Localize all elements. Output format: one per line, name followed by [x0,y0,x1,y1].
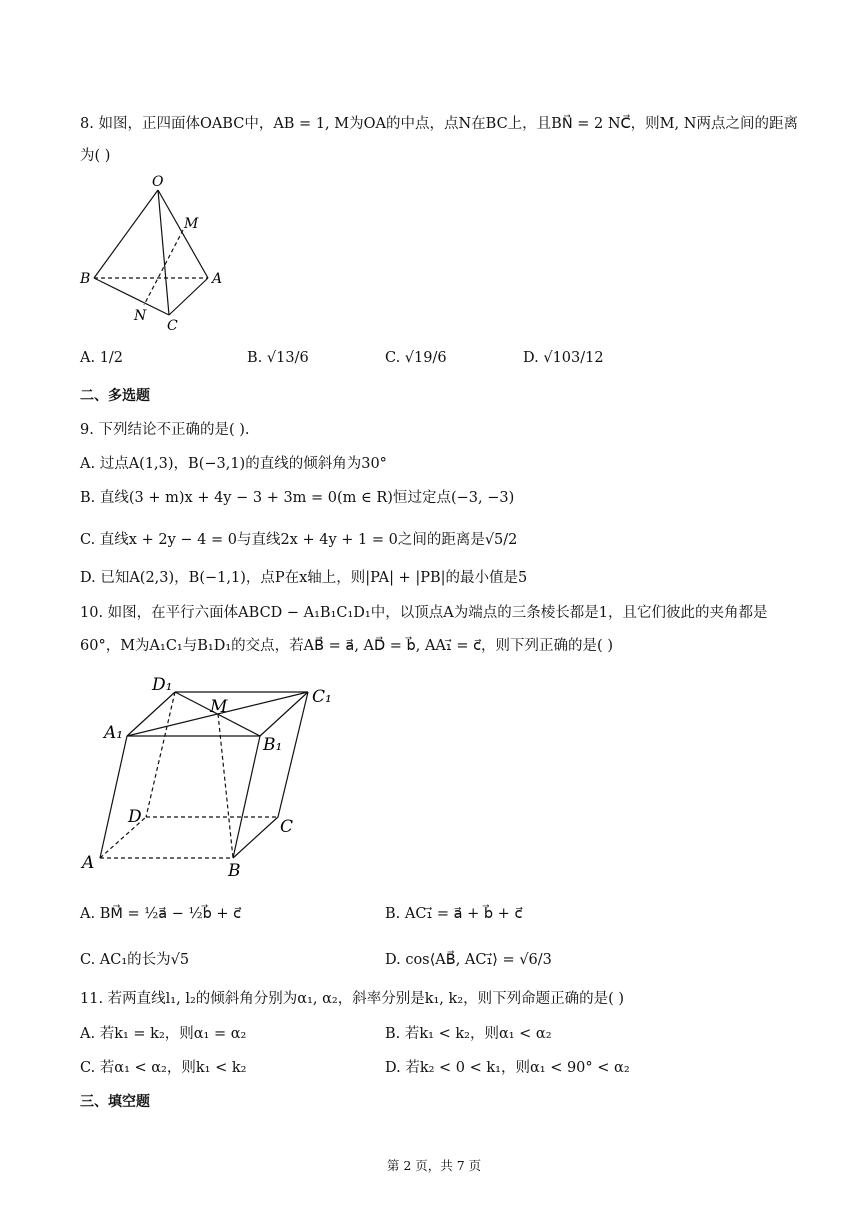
q10-option-d: D. cos⟨AB⃗, AC₁⃗⟩ = √6/3 [385,952,552,968]
q9-option-c: C. 直线x + 2y − 4 = 0与直线2x + 4y + 1 = 0之间的距离是√5/2 [80,532,518,548]
label-C: C [167,318,178,334]
q10-option-c: C. AC₁的长为√5 [80,952,190,968]
label-D1: D₁ [152,675,173,695]
q11-stem: 11. 若两直线l₁, l₂的倾斜角分别为α₁, α₂，斜率分别是k₁, k₂，则下列命题正确的是( ) [80,991,625,1007]
parallelepiped-figure [80,672,360,884]
label-C1: C₁ [312,687,332,707]
q8-option-a: A. 1/2 [80,350,124,366]
label-B-10: B [228,861,241,881]
q8-stem-line2: 为( ) [80,148,111,164]
q9-option-d: D. 已知A(2,3)，B(−1,1)，点P在x轴上，则|PA| + |PB|的最小值是5 [80,570,528,586]
q8-option-b: B. √13/6 [247,350,309,366]
q10-stem-line1: 10. 如图，在平行六面体ABCD − A₁B₁C₁D₁中，以顶点A为端点的三条棱长都是1，且它们彼此的夹角都是 [80,605,768,621]
page-footer: 第 2 页，共 7 页 [386,1158,482,1173]
q11-option-d: D. 若k₂ < 0 < k₁，则α₁ < 90° < α₂ [385,1060,630,1076]
section-heading-fill: 三、填空题 [80,1094,150,1110]
label-N: N [134,308,147,324]
label-A1: A₁ [104,723,124,743]
section-heading-multi: 二、多选题 [80,388,150,404]
q11-option-c: C. 若α₁ < α₂，则k₁ < k₂ [80,1060,247,1076]
q10-option-a: A. BM⃗ = ½a⃗ − ½b⃗ + c⃗ [80,906,242,922]
q10-option-b: B. AC₁⃗ = a⃗ + b⃗ + c⃗ [385,906,523,922]
q9-option-a: A. 过点A(1,3)，B(−3,1)的直线的倾斜角为30° [80,456,387,472]
label-B1: B₁ [263,735,283,755]
label-D: D [128,807,142,827]
q8-option-c: C. √19/6 [385,350,447,366]
q9-option-b: B. 直线(3 + m)x + 4y − 3 + 3m = 0(m ∈ R)恒过定点(−3, −3) [80,490,515,506]
q10-stem-line2: 60°，M为A₁C₁与B₁D₁的交点，若AB⃗ = a⃗, AD⃗ = b⃗, AA₁⃗ = c⃗，则下列正确的是( ) [80,638,613,654]
label-M: M [184,216,199,232]
label-B: B [80,271,91,287]
q11-option-b: B. 若k₁ < k₂，则α₁ < α₂ [385,1026,552,1042]
label-M-10: M [210,697,228,717]
q8-stem-line1: 8. 如图，正四面体OABC中，AB = 1, M为OA的中点，点N在BC上，且BN⃗ = 2 NC⃗，则M, N两点之间的距离 [80,116,798,132]
tetrahedron-figure [76,170,236,340]
label-A: A [212,271,223,287]
q8-option-d: D. √103/12 [523,350,604,366]
q11-option-a: A. 若k₁ = k₂，则α₁ = α₂ [80,1026,247,1042]
label-O: O [152,174,164,190]
label-C-10: C [280,817,294,837]
q9-stem: 9. 下列结论不正确的是( ). [80,422,250,438]
label-A-10: A [82,853,95,873]
